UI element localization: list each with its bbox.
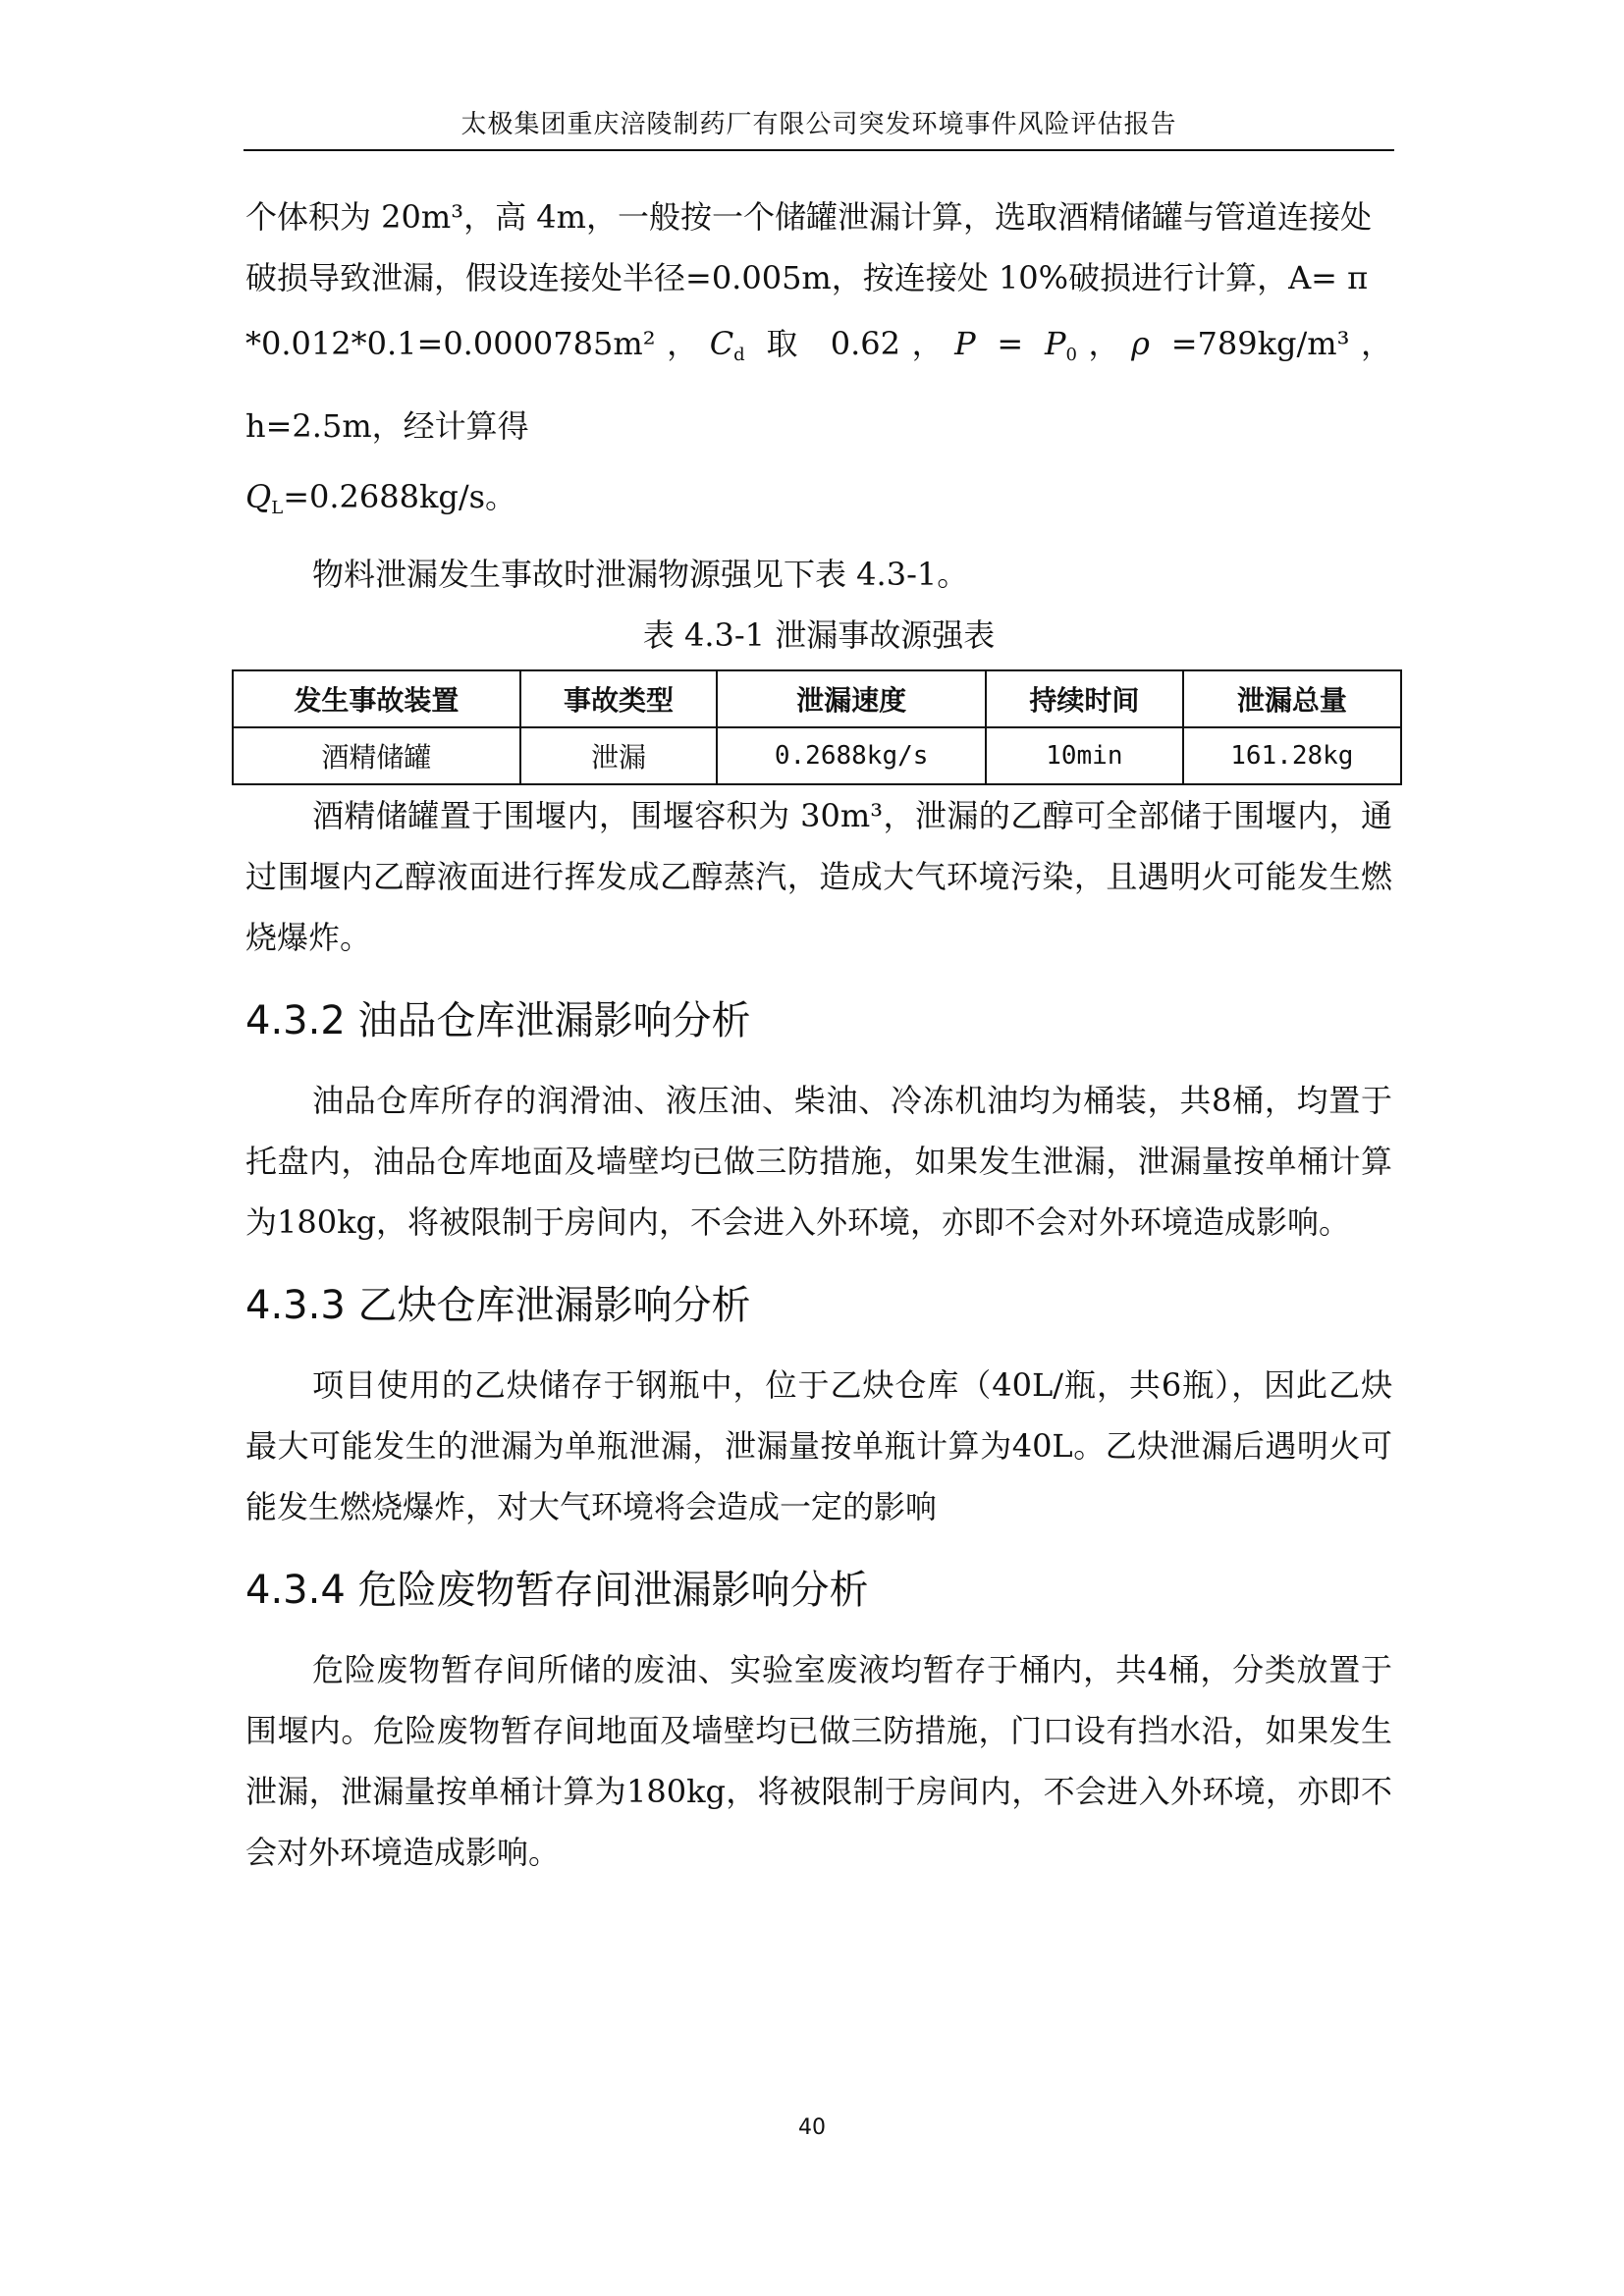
ql-subscript: L (271, 498, 284, 518)
table-cell: 酒精储罐 (233, 727, 520, 784)
page-number: 40 (798, 2115, 826, 2140)
pressure-subscript: 0 (1065, 345, 1077, 365)
table-cell: 10min (986, 727, 1183, 784)
intro-line-3: *0.012*0.1=0.0000785m²，$C_d$ 取 0.62，$P = P_0$，ρ =789kg/m³，h=2.5m，经计算得 (245, 325, 1392, 445)
section-heading-4-3-4: 4.3.4 危险废物暂存间泄漏影响分析 (245, 1568, 869, 1613)
table-cell: 161.28kg (1183, 727, 1401, 784)
area-formula: *0.012*0.1=0.0000785m²， (245, 325, 710, 362)
section-heading-4-3-2: 4.3.2 油品仓库泄漏影响分析 (245, 998, 751, 1043)
table-header-row (233, 670, 1401, 727)
leak-source-table (232, 669, 1402, 785)
intro-line-1: 个体积为 20m³，高 4m，一般按一个储罐泄漏计算，选取酒精储罐与管道连接处 (245, 198, 1372, 236)
table-header-cell: 泄漏总量 (1183, 670, 1401, 727)
section-body-4-3-2: 油品仓库所存的润滑油、液压油、柴油、冷冻机油均为桶装，共8桶，均置于托盘内，油品仓库地面及墙壁均已做三防措施，如果发生泄漏，泄漏量按单桶计算为180kg，将被限制于房间内，不会进入外环境，亦即不会对外环境造成影响。 (245, 1082, 1392, 1241)
after-table-paragraph: 酒精储罐置于围堰内，围堰容积为 30m³，泄漏的乙醇可全部储于围堰内，通过围堰内乙醇液面进行挥发成乙醇蒸汽，造成大气环境污染，且遇明火可能发生燃烧爆炸。 (245, 797, 1392, 956)
pressure-formula: P = P (954, 325, 1066, 362)
section-body-4-3-4: 危险废物暂存间所储的废油、实验室废液均暂存于桶内，共4桶，分类放置于围堰内。危险废物暂存间地面及墙壁均已做三防措施，门口设有挡水沿，如果发生泄漏，泄漏量按单桶计算为180kg，将被限制于房间内，不会进入外环境，亦即不会对外环境造成影响。 (245, 1651, 1392, 1871)
table-header-cell: 事故类型 (520, 670, 718, 727)
table-header-cell: 持续时间 (986, 670, 1183, 727)
section-heading-4-3-3: 4.3.3 乙炔仓库泄漏影响分析 (245, 1283, 751, 1328)
page-content (245, 187, 1392, 1883)
cd-subscript: d (733, 345, 745, 365)
table-header-cell: 发生事故装置 (233, 670, 520, 727)
table-header-cell: 泄漏速度 (717, 670, 986, 727)
cd-value: 取 0.62， (744, 325, 955, 362)
ql-symbol: Q (245, 478, 272, 515)
cd-symbol: C (709, 325, 734, 362)
table-cell: 泄漏 (520, 727, 718, 784)
header-rule (244, 149, 1394, 151)
density-symbol: ρ (1131, 325, 1150, 362)
table-cell: 0.2688kg/s (717, 727, 986, 784)
page-header: 太极集团重庆涪陵制药厂有限公司突发环境事件风险评估报告 (460, 110, 1177, 139)
intro-line-4 (245, 461, 1392, 544)
section-body-4-3-3: 项目使用的乙炔储存于钢瓶中，位于乙炔仓库（40L/瓶，共6瓶），因此乙炔最大可能发生的泄漏为单瓶泄漏，泄漏量按单瓶计算为40L。乙炔泄漏后遇明火可能发生燃烧爆炸，对大气环境将会造成一定的影响 (245, 1366, 1392, 1525)
table-row (233, 727, 1401, 784)
table-intro: 物料泄漏发生事故时泄漏物源强见下表 4.3-1。 (312, 556, 969, 593)
ql-value: =0.2688kg/s。 (283, 478, 517, 515)
table-caption: 表 4.3-1 泄漏事故源强表 (642, 616, 996, 654)
density-value: =789kg/m³，h=2.5m，经计算得 (245, 325, 1392, 445)
intro-line-2: 破损导致泄漏，假设连接处半径=0.005m，按连接处 10%破损进行计算，A= π (245, 259, 1369, 296)
